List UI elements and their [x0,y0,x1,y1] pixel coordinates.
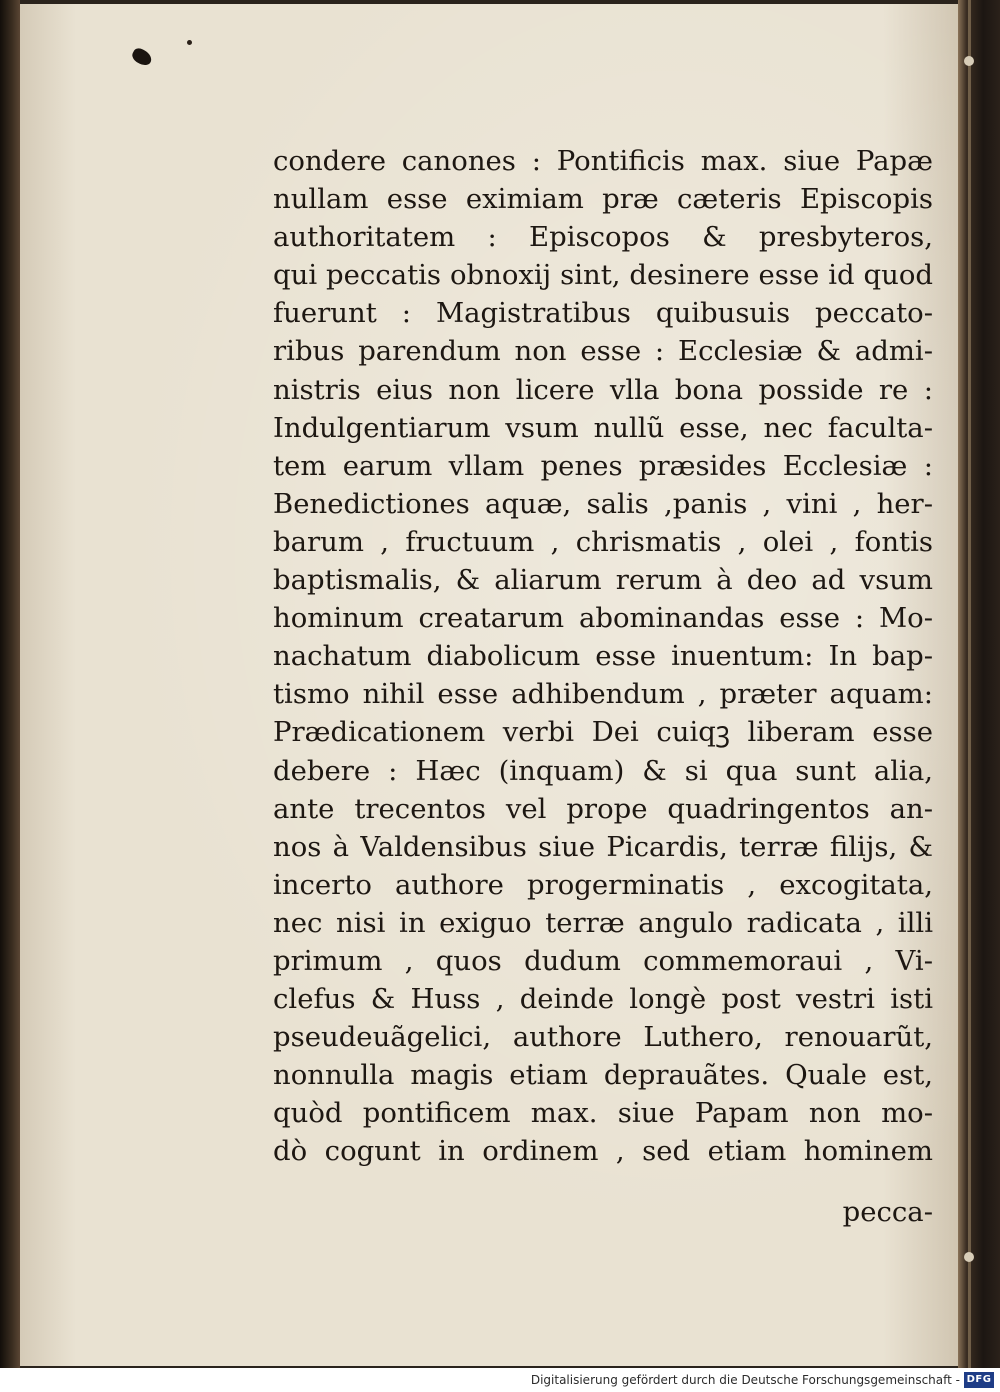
book-edge-stripe [968,0,971,1368]
text-line: Indulgentiarum vsum nullũ esse, nec faculta- [273,411,933,444]
text-line: Prædicationem verbi Dei cuiqꝫ liberam esse [273,716,933,749]
book-edge [958,0,1000,1368]
text-line: tismo nihil esse adhibendum , præter aquam: [273,678,933,711]
binding-hole [964,56,974,66]
text-line: clefus & Huss , deinde longè post vestri isti [273,983,933,1016]
text-line: nos à Valdensibus siue Picardis, terræ filijs, & [273,830,933,863]
text-line: debere : Hæc (inquam) & si qua sunt alia, [273,754,933,787]
text-line: nec nisi in exiguo terræ angulo radicata , illi [273,906,933,939]
text-line: authoritatem : Episcopos & presbyteros, [273,221,933,254]
text-line: Benedictiones aquæ, salis ,panis , vini , her- [273,487,933,520]
text-line: ante trecentos vel prope quadringentos an- [273,792,933,825]
catchword: pecca- [842,1196,933,1228]
body-text [273,142,933,1171]
binding-hole [964,1252,974,1262]
book-spine [0,0,20,1368]
funding-credit: Digitalisierung gefördert durch die Deutsche Forschungsgemeinschaft - [530,1373,960,1387]
text-line: condere canones : Pontificis max. siue Papæ [273,145,933,177]
text-line: nonnulla magis etiam deprauãtes. Quale est, [273,1059,933,1092]
text-line: tem earum vllam penes præsides Ecclesiæ : [273,449,933,482]
text-line: nistris eius non licere vlla bona posside re : [273,373,933,406]
text-line: qui peccatis obnoxij sint, desinere esse id quod [273,259,933,292]
text-line: nullam esse eximiam præ cæteris Episcopis [273,183,933,216]
text-line: quòd pontificem max. siue Papam non mo- [273,1097,933,1130]
text-line: fuerunt : Magistratibus quibusuis peccato- [273,297,933,330]
text-line: primum , quos dudum commemoraui , Vi- [273,944,933,977]
text-line: hominum creatarum abominandas esse : Mo- [273,602,933,635]
text-line: barum , fructuum , chrismatis , olei , fontis [273,525,933,558]
text-line: dò cogunt in ordinem , sed etiam hominem [273,1135,933,1168]
text-line: incerto authore progerminatis , excogitata, [273,868,933,901]
text-line: pseudeuãgelici, authore Luthero, renouarũt, [273,1021,933,1054]
text-line: ribus parendum non esse : Ecclesiæ & admi- [273,335,933,368]
text-line: baptismalis, & aliarum rerum à deo ad vsum [273,564,933,597]
text-line: nachatum diabolicum esse inuentum: In bap- [273,640,933,673]
ink-blot [130,46,154,68]
ink-dot [187,40,192,45]
dfg-logo-icon: DFG [964,1372,994,1388]
